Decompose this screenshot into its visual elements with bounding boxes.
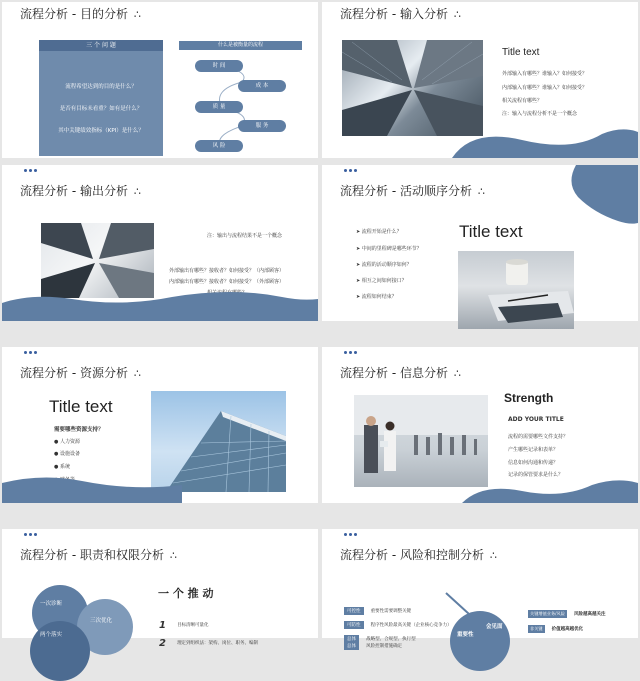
- slide-input-analysis[interactable]: [322, 2, 638, 158]
- input-line-4: 注：输入与流程分析不是一个概念: [502, 111, 578, 117]
- info-line-4: 记录的保管要求是什么？: [508, 472, 564, 478]
- check-item-3: ➤ 流程的活动顺序如何？: [356, 262, 412, 268]
- resource-subheading: 需要哪些资源支持？: [54, 427, 104, 433]
- pill-risk: 风 险: [195, 140, 243, 152]
- slide-title: 流程分析 - 输入分析 ∴: [340, 7, 462, 21]
- slide-responsibility-analysis[interactable]: [2, 529, 318, 649]
- risk-center-diagram: [440, 589, 520, 638]
- pill-quality: 质 量: [195, 101, 243, 113]
- slide-activity-sequence[interactable]: [322, 165, 638, 321]
- content-heading: Title text: [49, 397, 113, 416]
- decorative-wave: [322, 118, 638, 158]
- slide-dots: [24, 533, 40, 537]
- circle-label-implement: 两个落实: [40, 632, 63, 638]
- pill-cost: 成 本: [238, 80, 286, 92]
- slide-output-analysis[interactable]: [2, 165, 318, 321]
- pill-service: 服 务: [238, 120, 286, 132]
- content-heading: Strength: [504, 391, 554, 405]
- office-desk-photo: [458, 251, 574, 329]
- info-line-1: 流程的需要哪些文件支持？: [508, 434, 569, 440]
- business-people-photo: [354, 395, 488, 487]
- decorative-wave: [322, 477, 638, 503]
- check-item-2: ➤ 中间的里程碑是哪些环节？: [356, 246, 422, 252]
- info-subheading: ADD YOUR TITLE: [508, 416, 564, 423]
- content-heading: Title text: [459, 222, 523, 241]
- slide-title: 流程分析 - 目的分析 ∴: [20, 7, 142, 21]
- flow-header: 什么是被衡量的流程: [179, 41, 302, 50]
- slide-dots: [24, 351, 40, 355]
- output-line-1: 外部输出有哪些？接收者？如何接受？（内部顾客）: [169, 268, 285, 274]
- slide-information-analysis[interactable]: [322, 347, 638, 503]
- decorative-blob: [558, 165, 638, 225]
- risk-left-row-2: 可防性 程序性风险最高关键（企业核心竞争力）: [344, 611, 452, 630]
- info-line-2: 产生哪些记录和表单？: [508, 447, 559, 453]
- decorative-wave: [2, 289, 318, 321]
- slide-title: 流程分析 - 信息分析 ∴: [340, 366, 462, 380]
- slide-risk-control-analysis[interactable]: [322, 529, 638, 649]
- content-heading: Title text: [502, 47, 540, 58]
- slide-dots: [344, 351, 360, 355]
- center-label-importance: 重要性: [457, 632, 474, 638]
- slide-title: 流程分析 - 输出分析 ∴: [20, 184, 142, 198]
- output-line-2: 内部输出有哪些？接收者？如何接受？（外部顾客）: [169, 279, 285, 285]
- center-label-meet: 会见面: [486, 624, 503, 630]
- resource-item-2: ● 设施设备: [54, 451, 80, 457]
- content-heading: 一 个 推 动: [158, 587, 214, 600]
- circle-label-diagnosis: 一次诊断: [40, 601, 63, 607]
- input-line-2: 内部输入有哪些？谁输入？如何接受？: [502, 85, 588, 91]
- numbered-item-2: 2 理定到组织法：架构、岗位、职务、编制: [159, 638, 259, 649]
- three-questions-header: 三 个 问 题: [39, 40, 163, 51]
- resource-item-1: ● 人力资源: [54, 439, 80, 445]
- pill-time: 时 间: [195, 60, 243, 72]
- skyscraper-photo: [41, 223, 154, 298]
- risk-left-row-3: 总体 战略型、合规型、执行型: [344, 625, 416, 644]
- question-3: 其中关键绩效指标（KPI）是什么？: [58, 128, 144, 134]
- numbered-item-1: 1 目标清晰可量化: [159, 620, 209, 631]
- question-1: 流程希望达到的目的是什么？: [65, 84, 137, 90]
- three-questions-box: [39, 40, 163, 156]
- input-line-3: 相关流程有哪些？: [502, 98, 543, 104]
- output-note: 注：输出与流程结果不是一个概念: [207, 233, 283, 239]
- risk-left-row-4: 总体 风险控制措施确定: [344, 632, 402, 651]
- check-item-1: ➤ 流程开始是什么？: [356, 229, 402, 235]
- decorative-wave: [2, 473, 318, 503]
- risk-right-row-1: 关键增值业务/风险 风险越高越关注: [530, 611, 606, 617]
- circle-label-optimize: 三次优化: [90, 618, 113, 624]
- resource-item-3: ● 系统: [54, 464, 70, 470]
- risk-left-row-1: 可控性 重要性需要调整关键: [344, 597, 411, 616]
- slide-resource-analysis[interactable]: [2, 347, 318, 503]
- slide-title: 流程分析 - 资源分析 ∴: [20, 366, 142, 380]
- info-line-3: 信息如何沟通和传递？: [508, 460, 559, 466]
- slide-dots: [344, 169, 360, 173]
- slide-title: 流程分析 - 职责和权限分析 ∴: [20, 548, 178, 562]
- question-2: 是否有目标未看重？如有是什么？: [59, 106, 143, 112]
- check-item-4: ➤ 相互之间如何接口？: [356, 278, 407, 284]
- risk-right-row-2: 非关键 价值越高越优化: [530, 626, 584, 632]
- input-line-1: 外部输入有哪些？谁输入？如何接受？: [502, 71, 588, 77]
- slide-dots: [344, 533, 360, 537]
- check-item-5: ➤ 流程如何结束？: [356, 294, 397, 300]
- slide-title: 流程分析 - 风险和控制分析 ∴: [340, 548, 498, 562]
- slide-dots: [24, 169, 40, 173]
- slide-title: 流程分析 - 活动顺序分析 ∴: [340, 184, 486, 198]
- slide-purpose-analysis[interactable]: [2, 2, 318, 158]
